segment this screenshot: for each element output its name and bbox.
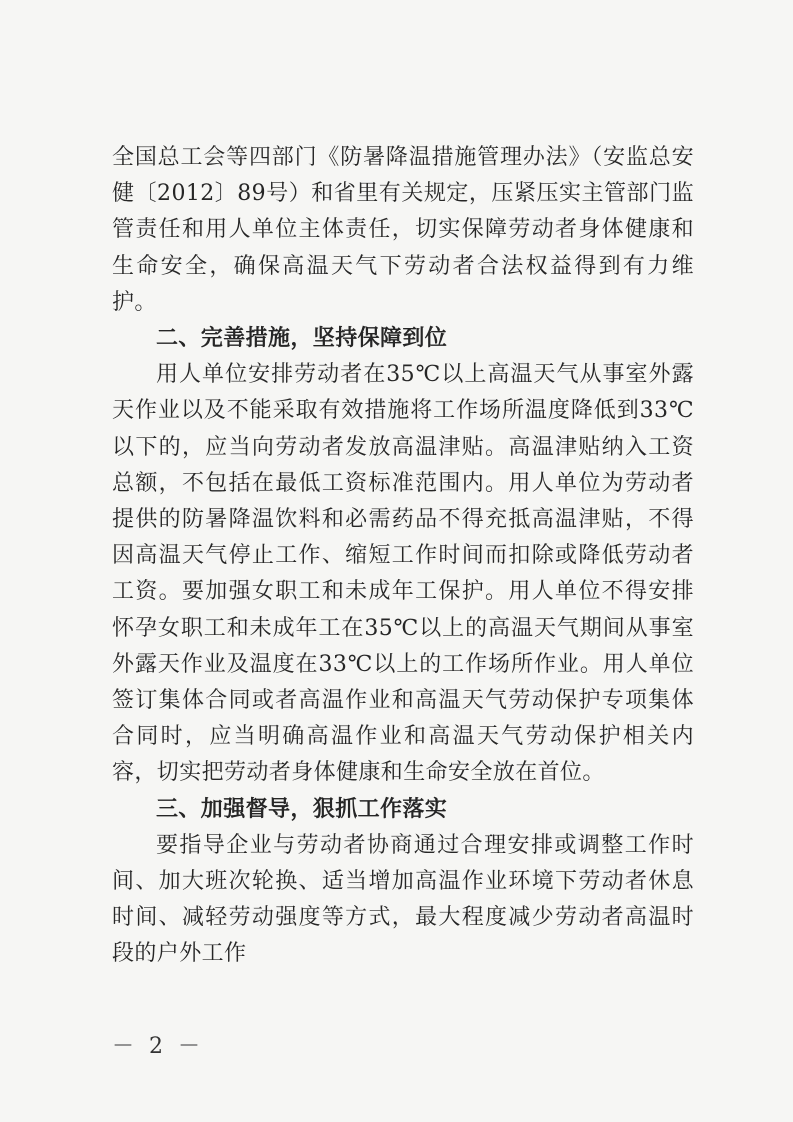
document-body: [112, 140, 694, 973]
page-number: － 2 －: [112, 1034, 204, 1059]
section-heading-2: 二、完善措施，坚持保障到位: [156, 326, 448, 352]
paragraph-section-3: 要指导企业与劳动者协商通过合理安排或调整工作时间、加大班次轮换、适当增加高温作业环境下劳动者休息时间、减轻劳动强度等方式，最大程度减少劳动者高温时段的户外工作: [112, 832, 694, 967]
paragraph-section-2: 用人单位安排劳动者在35℃以上高温天气从事室外露天作业以及不能采取有效措施将工作场所温度降低到33℃以下的，应当向劳动者发放高温津贴。高温津贴纳入工资总额，不包括在最低工资标准范围内。用人单位为劳动者提供的防暑降温饮料和必需药品不得充抵高温津贴，不得因高温天气停止工作、缩短工作时间而扣除或降低劳动者工资。要加强女职工和未成年工保护。用人单位不得安排怀孕女职工和未成年工在35℃以上的高温天气期间从事室外露天作业及温度在33℃以上的工作场所作业。用人单位签订集体合同或者高温作业和高温天气劳动保护专项集体合同时，应当明确高温作业和高温天气劳动保护相关内容，切实把劳动者身体健康和生命安全放在首位。: [112, 362, 694, 786]
section-heading-3: 三、加强督导，狠抓工作落实: [156, 796, 448, 822]
paragraph-intro: 全国总工会等四部门《防暑降温措施管理办法》（安监总安健〔2012〕89号）和省里有关规定，压紧压实主管部门监管责任和用人单位主体责任，切实保障劳动者身体健康和生命安全，确保高温天气下劳动者合法权益得到有力维护。: [112, 145, 694, 315]
